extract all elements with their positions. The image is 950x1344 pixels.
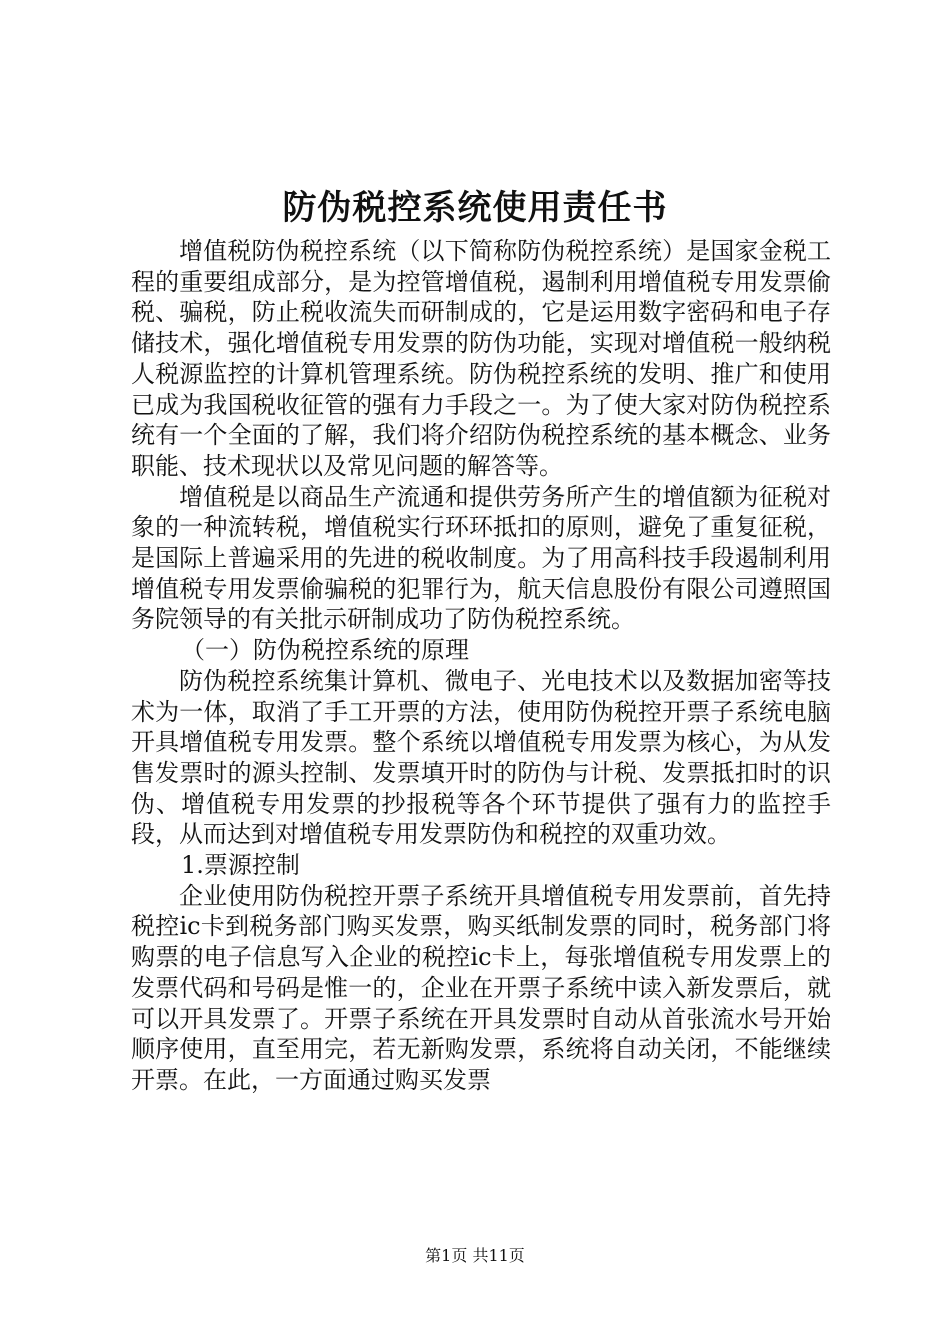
document-body: [131, 236, 831, 1096]
section-heading-principle: （一）防伪税控系统的原理: [181, 636, 469, 665]
paragraph-intro: 增值税防伪税控系统（以下简称防伪税控系统）是国家金税工程的重要组成部分，是为控管增值税，遏制利用增值税专用发票偷税、骗税，防止税收流失而研制成的，它是运用数字密码和电子存储技术，强化增值税专用发票的防伪功能，实现对增值税一般纳税人税源监控的计算机管理系统。防伪税控系统的发明、推广和使用已成为我国税收征管的强有力手段之一。为了使大家对防伪税控系统有一个全面的了解，我们将介绍防伪税控系统的基本概念、业务职能、技术现状以及常见问题的解答等。: [131, 237, 831, 480]
paragraph-source-control: 企业使用防伪税控开票子系统开具增值税专用发票前，首先持税控ic卡到税务部门购买发票，购买纸制发票的同时，税务部门将购票的电子信息写入企业的税控ic卡上，每张增值税专用发票上的发票代码和号码是惟一的，企业在开票子系统中读入新发票后，就可以开具发票了。开票子系统在开具发票时自动从首张流水号开始顺序使用，直至用完，若无新购发票，系统将自动关闭，不能继续开票。在此，一方面通过购买发票: [131, 881, 831, 1094]
paragraph-principle: 防伪税控系统集计算机、微电子、光电技术以及数据加密等技术为一体，取消了手工开票的方法，使用防伪税控开票子系统电脑开具增值税专用发票。整个系统以增值税专用发票为核心，为从发售发票时的源头控制、发票填开时的防伪与计税、发票抵扣时的识伪、增值税专用发票的抄报税等各个环节提供了强有力的监控手段，从而达到对增值税专用发票防伪和税控的双重功效。: [131, 666, 831, 849]
subsection-heading-source-control: 1.票源控制: [181, 851, 300, 880]
paragraph-vat: 增值税是以商品生产流通和提供劳务所产生的增值额为征税对象的一种流转税，增值税实行环环抵扣的原则，避免了重复征税，是国际上普遍采用的先进的税收制度。为了用高科技手段遏制利用增值税专用发票偷骗税的犯罪行为，航天信息股份有限公司遵照国务院领导的有关批示研制成功了防伪税控系统。: [131, 482, 831, 634]
document-title: 防伪税控系统使用责任书: [282, 188, 668, 228]
page-footer: 第1页 共11页: [425, 1246, 525, 1265]
